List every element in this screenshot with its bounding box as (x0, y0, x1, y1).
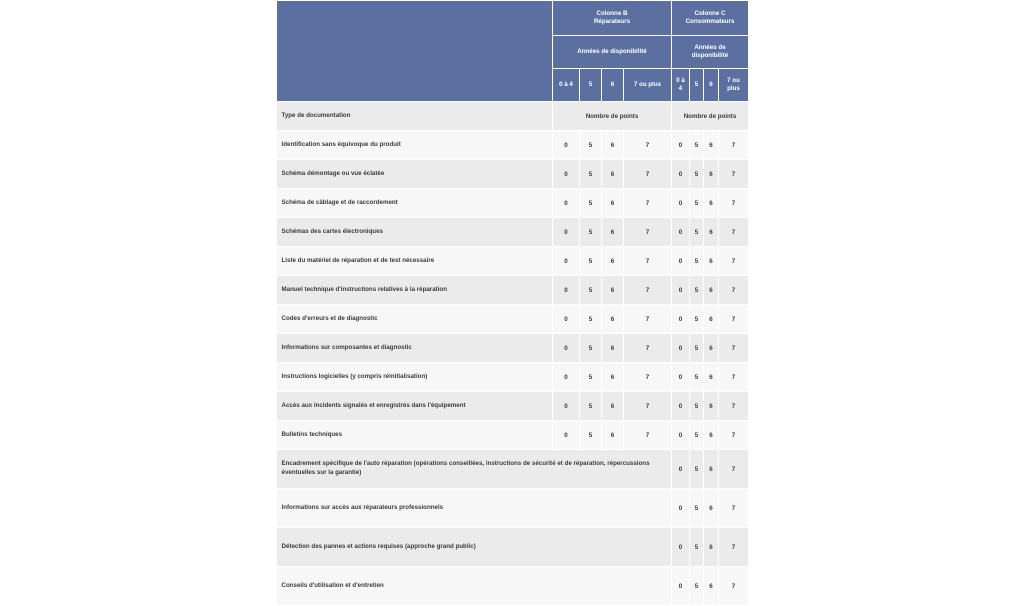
column-b-value: 0 (553, 131, 580, 160)
row-label: Codes d'erreurs et de diagnostic (277, 305, 553, 334)
column-b-value: 6 (602, 131, 624, 160)
column-c-title-line1: Colonne C (694, 9, 726, 17)
column-c-value: 0 (672, 160, 690, 189)
column-c-value: 6 (704, 363, 719, 392)
table-row (277, 489, 749, 528)
column-c-value: 5 (690, 421, 704, 450)
column-c-value: 0 (672, 131, 690, 160)
column-b-value: 5 (580, 305, 602, 334)
table-row (277, 218, 749, 247)
column-c-sub-7-line1: 7 ou (727, 76, 740, 84)
column-c-value: 7 (719, 567, 749, 606)
column-c-value: 7 (719, 528, 749, 567)
column-b-years-header: Années de disponibilité (553, 36, 672, 69)
column-b-value: 5 (580, 189, 602, 218)
row-label: Informations sur accès aux réparateurs professionnels (277, 489, 672, 528)
column-c-value: 6 (704, 392, 719, 421)
column-c-years-line2: disponibilité (691, 52, 729, 59)
table-row (277, 528, 749, 567)
row-label: Conseils d'utilisation et d'entretien (277, 567, 672, 606)
column-c-value: 7 (719, 363, 749, 392)
row-label: Détection des pannes et actions requises (approche grand public) (277, 528, 672, 567)
row-label: Liste du matériel de réparation et de test nécessaire (277, 247, 553, 276)
column-b-value: 7 (624, 189, 672, 218)
column-b-value: 5 (580, 131, 602, 160)
column-b-value: 0 (553, 276, 580, 305)
column-c-value: 6 (704, 421, 719, 450)
column-c-value: 5 (690, 363, 704, 392)
column-c-value: 7 (719, 450, 749, 489)
column-c-value: 7 (719, 421, 749, 450)
points-c-label: Nombre de points (672, 102, 749, 131)
type-documentation-label: Type de documentation (277, 102, 553, 131)
column-b-value: 6 (602, 421, 624, 450)
table-row (277, 160, 749, 189)
column-b-value: 6 (602, 247, 624, 276)
table-row (277, 305, 749, 334)
table-row (277, 450, 749, 489)
column-c-value: 5 (690, 334, 704, 363)
column-c-value: 7 (719, 160, 749, 189)
column-c-value: 6 (704, 489, 719, 528)
column-c-value: 5 (690, 218, 704, 247)
column-c-value: 5 (690, 247, 704, 276)
column-c-value: 5 (690, 567, 704, 606)
column-c-value: 5 (690, 160, 704, 189)
row-label: Schéma de câblage et de raccordement (277, 189, 553, 218)
column-c-sub-5: 5 (690, 69, 704, 102)
column-b-value: 7 (624, 160, 672, 189)
column-c-value: 6 (704, 131, 719, 160)
column-b-value: 6 (602, 276, 624, 305)
row-label: Manuel technique d'instructions relatives à la réparation (277, 276, 553, 305)
column-c-years-line1: Années de (694, 43, 726, 51)
column-c-title (672, 1, 749, 36)
points-b-label: Nombre de points (553, 102, 672, 131)
column-c-value: 6 (704, 305, 719, 334)
column-b-value: 0 (553, 247, 580, 276)
column-c-value: 0 (672, 421, 690, 450)
column-b-value: 0 (553, 334, 580, 363)
column-b-value: 7 (624, 218, 672, 247)
column-b-value: 0 (553, 363, 580, 392)
column-c-value: 5 (690, 528, 704, 567)
column-b-value: 6 (602, 305, 624, 334)
column-b-value: 5 (580, 421, 602, 450)
documentation-score-table (276, 0, 749, 606)
column-b-value: 6 (602, 218, 624, 247)
column-b-value: 5 (580, 392, 602, 421)
row-label: Bulletins techniques (277, 421, 553, 450)
column-b-value: 7 (624, 334, 672, 363)
column-b-value: 0 (553, 218, 580, 247)
table-row (277, 189, 749, 218)
column-b-title (553, 1, 672, 36)
column-b-value: 7 (624, 276, 672, 305)
column-c-value: 7 (719, 218, 749, 247)
column-c-value: 6 (704, 450, 719, 489)
column-c-sub-7 (719, 69, 749, 102)
column-b-value: 7 (624, 305, 672, 334)
column-c-value: 6 (704, 160, 719, 189)
column-c-value: 0 (672, 528, 690, 567)
column-c-title-line2: Consommateurs (685, 18, 735, 25)
table-row (277, 567, 749, 606)
column-c-value: 7 (719, 334, 749, 363)
column-b-value: 7 (624, 247, 672, 276)
column-b-value: 0 (553, 160, 580, 189)
column-c-value: 0 (672, 218, 690, 247)
table-header (277, 1, 749, 102)
column-b-value: 0 (553, 189, 580, 218)
column-b-sub-7: 7 ou plus (624, 69, 672, 102)
column-c-value: 5 (690, 276, 704, 305)
column-c-value: 0 (672, 363, 690, 392)
column-b-value: 6 (602, 392, 624, 421)
column-c-value: 5 (690, 189, 704, 218)
column-c-value: 5 (690, 305, 704, 334)
table-row (277, 392, 749, 421)
table-row (277, 247, 749, 276)
column-c-value: 5 (690, 489, 704, 528)
column-c-value: 0 (672, 334, 690, 363)
column-b-sub-5: 5 (580, 69, 602, 102)
column-b-value: 5 (580, 276, 602, 305)
column-c-value: 0 (672, 276, 690, 305)
column-c-value: 6 (704, 567, 719, 606)
row-label: Schéma démontage ou vue éclatée (277, 160, 553, 189)
column-c-value: 7 (719, 392, 749, 421)
row-label: Identification sans équivoque du produit (277, 131, 553, 160)
column-c-value: 7 (719, 305, 749, 334)
column-c-value: 0 (672, 247, 690, 276)
table-row (277, 334, 749, 363)
column-b-value: 6 (602, 160, 624, 189)
column-c-value: 7 (719, 189, 749, 218)
column-c-value: 0 (672, 189, 690, 218)
header-empty-cell (277, 1, 553, 102)
document-page (276, 0, 748, 590)
column-b-value: 5 (580, 334, 602, 363)
section-row (277, 102, 749, 131)
row-label: Accès aux incidents signalés et enregistrés dans l'équipement (277, 392, 553, 421)
column-c-sub-0-4-line1: 0 à (676, 76, 685, 84)
column-c-value: 7 (719, 131, 749, 160)
column-c-value: 7 (719, 489, 749, 528)
column-c-value: 6 (704, 528, 719, 567)
column-b-value: 5 (580, 363, 602, 392)
column-b-value: 5 (580, 218, 602, 247)
column-b-value: 0 (553, 392, 580, 421)
column-c-years-header (672, 36, 749, 69)
table-row (277, 363, 749, 392)
column-c-value: 0 (672, 489, 690, 528)
column-c-value: 0 (672, 305, 690, 334)
column-c-value: 6 (704, 218, 719, 247)
column-b-title-line1: Colonne B (596, 9, 628, 17)
column-c-value: 0 (672, 567, 690, 606)
column-b-title-line2: Réparateurs (593, 18, 631, 25)
table-row (277, 276, 749, 305)
table-body (277, 102, 749, 606)
column-c-value: 7 (719, 276, 749, 305)
row-label: Schémas des cartes électroniques (277, 218, 553, 247)
column-c-value: 0 (672, 392, 690, 421)
column-c-value: 7 (719, 247, 749, 276)
column-c-value: 6 (704, 189, 719, 218)
column-c-value: 6 (704, 247, 719, 276)
column-b-value: 5 (580, 247, 602, 276)
column-c-value: 5 (690, 450, 704, 489)
column-b-value: 6 (602, 363, 624, 392)
column-b-value: 5 (580, 160, 602, 189)
column-b-value: 7 (624, 363, 672, 392)
column-c-sub-0-4-line2: 4 (678, 85, 683, 92)
column-c-value: 5 (690, 131, 704, 160)
column-c-sub-0-4 (672, 69, 690, 102)
table-row (277, 421, 749, 450)
column-c-value: 0 (672, 450, 690, 489)
column-c-sub-7-line2: plus (727, 85, 740, 92)
column-b-value: 0 (553, 305, 580, 334)
column-c-value: 5 (690, 392, 704, 421)
column-b-value: 7 (624, 131, 672, 160)
column-c-value: 6 (704, 334, 719, 363)
column-b-value: 6 (602, 334, 624, 363)
column-b-sub-6: 6 (602, 69, 624, 102)
column-b-sub-0-4: 0 à 4 (553, 69, 580, 102)
column-b-value: 0 (553, 421, 580, 450)
column-c-value: 6 (704, 276, 719, 305)
row-label: Instructions logicielles (y compris réinitialisation) (277, 363, 553, 392)
row-label: Informations sur composantes et diagnostic (277, 334, 553, 363)
column-b-value: 6 (602, 189, 624, 218)
column-c-sub-6: 6 (704, 69, 719, 102)
column-b-value: 7 (624, 421, 672, 450)
table-row (277, 131, 749, 160)
column-b-value: 7 (624, 392, 672, 421)
row-label: Encadrement spécifique de l'auto réparation (opérations conseillées, instructions de sécurité et de réparation, répercussions éventuelles sur la garantie) (277, 450, 672, 489)
